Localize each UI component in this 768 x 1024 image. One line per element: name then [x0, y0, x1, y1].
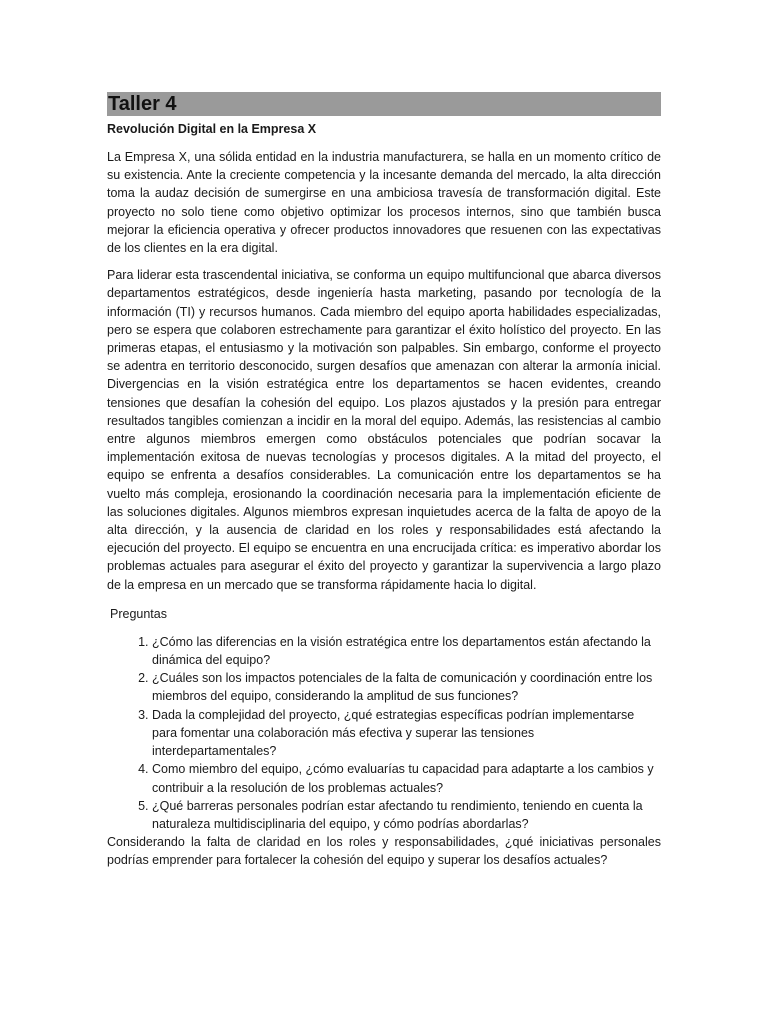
closing-question: Considerando la falta de claridad en los roles y responsabilidades, ¿qué iniciativas personales podrías emprender para fortalecer la cohesión del equipo y superar los desafíos actuales?: [107, 835, 661, 868]
document-title: Taller 4: [107, 92, 661, 116]
paragraph-team: Para liderar esta trascendental iniciativa, se conforma un equipo multifuncional que abarca diversos departamentos estratégicos, desde ingeniería hasta marketing, pasando por tecnología de la información (TI) y recursos humanos. Cada miembro del equipo aporta habilidades especializadas, pero se espera que colaboren estrechamente para garantizar el éxito holístico del proyecto. En las primeras etapas, el entusiasmo y la motivación son palpables. Sin embargo, conforme el proyecto se adentra en territorio desconocido, surgen desafíos que amenazan con alterar la armonía inicial. Divergencias en la visión estratégica entre los departamentos se hacen evidentes, creando tensiones que desafían la cohesión del equipo. Los plazos ajustados y la presión para entregar resultados tangibles comienzan a incidir en la moral del equipo. Además, las resistencias al cambio entre algunos miembros emergen como obstáculos potenciales que podrían socavar la implementación exitosa de nuevas tecnologías y procesos digitales. A la mitad del proyecto, el equipo se enfrenta a desafíos considerables. La comunicación entre los departamentos se ha vuelto más compleja, erosionando la coordinación necesaria para la implementación eficiente de las soluciones digitales. Algunos miembros expresan inquietudes acerca de la falta de apoyo de la alta dirección, y la ausencia de claridad en los roles y responsabilidades está afectando la ejecución del proyecto. El equipo se encuentra en una encrucijada crítica: es imperativo abordar los problemas actuales para asegurar el éxito del proyecto y garantizar la supervivencia a largo plazo de la empresa en un mercado que se transforma rápidamente hacia lo digital.: [107, 268, 661, 592]
document-page: [107, 92, 661, 870]
question-item: 5. ¿Qué barreras personales podrían estar afectando tu rendimiento, teniendo en cuenta la naturaleza multidisciplinaria del equipo, y cómo podrías abordarlas?: [152, 797, 661, 833]
question-item: 3. Dada la complejidad del proyecto, ¿qué estrategias específicas podrían implementarse para fomentar una colaboración más efectiva y superar las tensiones interdepartamentales?: [152, 706, 661, 761]
paragraph-intro: La Empresa X, una sólida entidad en la industria manufacturera, se halla en un momento crítico de su existencia. Ante la creciente competencia y la incesante demanda del mercado, la alta dirección toma la audaz decisión de sumergirse en una ambiciosa travesía de transformación digital. Este proyecto no solo tiene como objetivo optimizar los procesos internos, sino que también busca mejorar la eficiencia operativa y ofrecer productos innovadores que resuenen con las expectativas de los clientes en la era digital.: [107, 150, 661, 256]
question-item: 2. ¿Cuáles son los impactos potenciales de la falta de comunicación y coordinación entre los miembros del equipo, considerando la amplitud de sus funciones?: [152, 669, 661, 705]
document-subtitle: Revolución Digital en la Empresa X: [107, 122, 317, 136]
questions-list: [107, 633, 661, 833]
question-item: 1. ¿Cómo las diferencias en la visión estratégica entre los departamentos están afectando la dinámica del equipo?: [152, 633, 661, 669]
questions-heading: Preguntas: [110, 606, 167, 621]
question-item: 4. Como miembro del equipo, ¿cómo evaluarías tu capacidad para adaptarte a los cambios y contribuir a la resolución de los problemas actuales?: [152, 760, 661, 796]
